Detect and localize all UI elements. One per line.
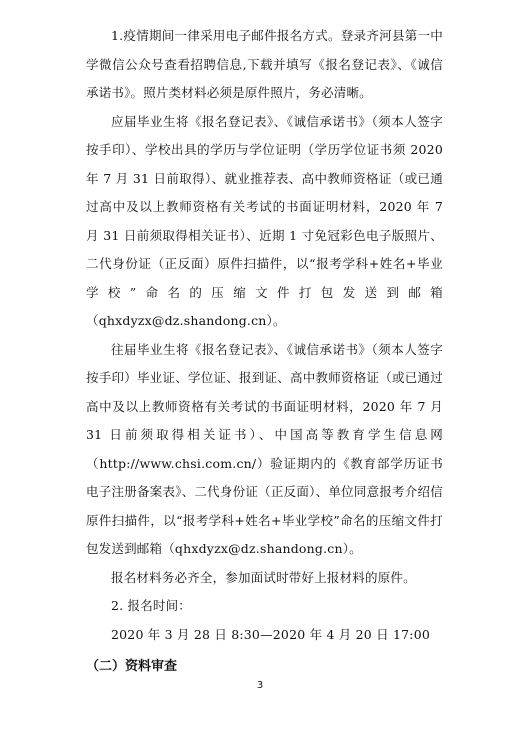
paragraph-fresh-graduates: 应届毕业生将《报名登记表》、《诚信承诺书》（须本人签字按手印）、学校出具的学历与学位证明（学历学位证书须 2020 年 7 月 31 日前取得）、就业推荐表、高中教师资格证（或已通过高中及以上教师资格有关考试的书面证明材料，2020 年 7 月 31 日前须取得相关证书）、近期 1 寸免冠彩色电子版照片、二代身份证（正反面）原件扫描件，以“报考学科+姓名+毕业学校”命名的压缩文件打包发送到邮箱（qhxdyzx@dz.shandong.cn）。 — [86, 113, 443, 328]
paragraph-registration-time-value: 2020 年 3 月 28 日 8:30—2020 年 4 月 20 日 17:00 — [111, 626, 431, 642]
section-heading: （二）资料审查 — [86, 659, 178, 674]
paragraph-materials-note: 报名材料务必齐全，参加面试时带好上报材料的原件。 — [111, 569, 416, 585]
document-body — [86, 22, 443, 681]
paragraph-email-registration: 1.疫情期间一律采用电子邮件报名方式。登录齐河县第一中学微信公众号查看招聘信息,下载并填写《报名登记表》、《诚信承诺书》。照片类材料必须是原件照片，务必清晰。 — [86, 28, 443, 100]
paragraph-past-graduates: 往届毕业生将《报名登记表》、《诚信承诺书》（须本人签字按手印）毕业证、学位证、报到证、高中教师资格证（或已通过高中及以上教师资格有关考试的书面证明材料，2020 年 7 月 31 日前须取得相关证书）、中国高等教育学生信息网（http://www.chsi.com.cn/）验证期内的《教育部学历证书电子注册备案表》、二代身份证（正反面）、单位同意报考介绍信原件扫描件，以“报考学科+姓名+毕业学校”命名的压缩文件打包发送到邮箱（qhxdyzx@dz.shandong.cn）。 — [86, 341, 443, 556]
paragraph-registration-time-label: 2. 报名时间： — [111, 598, 191, 613]
page-number: 3 — [256, 680, 264, 691]
